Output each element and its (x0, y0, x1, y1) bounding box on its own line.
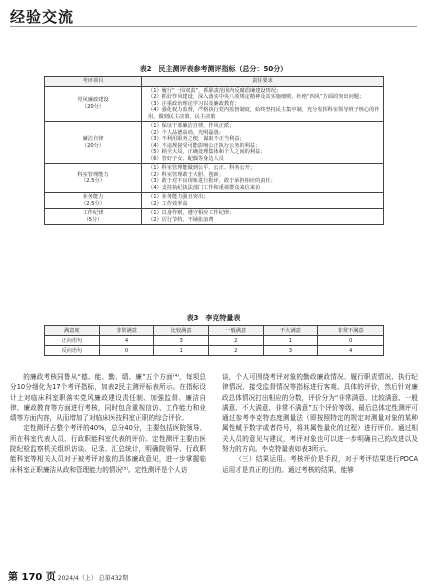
requirements-cell (142, 86, 384, 122)
page-footer (8, 568, 128, 583)
body-paragraph: 谈，个人可围绕考评对象的勤政廉政情况、履行职责情况、执行纪律情况、接受监督情况等指标进行客观、具体的评价，然后针对廉政总体情况打出相应的分数，评价分为“非常满意、比较满意、一般满意、不大满意、非常不满意”五个评价等级。最后总体定性测评可通过参考李克特态度测量法（即按照特定的规定对测量对象的某种属性赋予数字或者符号，将其属性量化的过程）进行评价。通过相关人员的意见与建议，考评对象也可以进一步明确自己的改进以及努力的方向。李克特量表如表3所示。 (222, 373, 418, 453)
issue-info: 2024/4（上） 总第432期 (57, 575, 129, 582)
table3-header: 满意度 (45, 326, 100, 336)
assessment-item-score: （2.5分） (81, 178, 105, 184)
requirement-line: （2）抓好作风建设，深入落实中央八项规定精神及其实施细则，杜绝“四风”方面的突出问题； (148, 94, 365, 100)
requirement-line: （4）不违规接受可能影响公正执行公务的利益； (148, 142, 261, 149)
body-paragraph: 定性测评占整个考评的40%，总分40分，主要包括医院领导、所在科室代表人员、行政职能科室代表的评价。定性测评主要由医院纪检监察机关组织访谈、记录、汇总统计，明确院领导、行政职能科室等相关人员对于被考评对象的具体廉政意见，进一步掌握临床科室正职廉洁从政和管理能力的情况⁽⁵⁾。定性测评是个人访 (10, 424, 206, 474)
table-cell: 2 (208, 346, 263, 356)
page-number: 第 170 页 (8, 572, 56, 583)
table3-header: 一般满意 (208, 326, 263, 336)
assessment-item-cell (45, 193, 142, 209)
requirements-cell (142, 164, 384, 193)
table-cell: 1 (154, 346, 209, 356)
assessment-item-name: 廉洁自律 (82, 136, 104, 142)
requirement-line: （2）个人品德高尚，光明磊落； (148, 129, 224, 136)
requirement-line: （1）科室管理能做到公平、公正、科务公开； (148, 165, 256, 171)
requirements-cell (142, 193, 384, 209)
table3-header: 比较满意 (154, 326, 209, 336)
requirement-line: （5）顾全大局，正确处理集体和个人之间的利益； (148, 149, 266, 155)
assessment-item-score: （5分） (83, 216, 103, 223)
assessment-item-name: 业务能力 (82, 194, 104, 200)
requirement-line: （4）支持执纪执法部门工作和重视群众来信来访 (148, 184, 261, 191)
table-row (45, 193, 384, 209)
requirements-cell (142, 122, 384, 164)
table-row (45, 209, 384, 225)
table3-header: 非常不满意 (318, 326, 384, 336)
table-cell: 正向语句 (45, 336, 100, 346)
body-right-column (222, 372, 418, 475)
table-cell: 3 (263, 346, 318, 356)
table-row (45, 122, 384, 164)
table2-caption: 表2 民主测评表参考测评指标（总分：50分） (139, 65, 288, 73)
assessment-item-name: 党风廉政建设 (77, 97, 109, 104)
requirement-line: （1）保证干部廉洁自律，作风正派； (148, 123, 235, 129)
section-header (10, 6, 74, 27)
assessment-item-score: （20分） (81, 142, 105, 149)
table3-caption: 表3 李克特量表 (186, 314, 241, 322)
table-cell: 1 (263, 336, 318, 346)
table3-header: 不大满意 (263, 326, 318, 336)
table-row (45, 346, 384, 356)
table3-header: 非常满意 (99, 326, 154, 336)
requirements-cell (142, 209, 384, 225)
table-cell: 4 (99, 336, 154, 346)
assessment-item-name: 科室管理能力 (77, 171, 109, 178)
table2 (44, 76, 384, 225)
assessment-item-cell (45, 209, 142, 225)
requirement-line: （2）工作效率高 (148, 200, 188, 207)
table-cell: 反向语句 (45, 346, 100, 356)
table-cell: 4 (318, 346, 384, 356)
assessment-item-score: （2.5分） (81, 200, 105, 207)
table2-header-requirements: 责任要求 (142, 77, 384, 87)
table2-header-item: 考评项目 (45, 77, 142, 87)
section-title: 经验交流 (10, 8, 75, 26)
assessment-item-cell (45, 86, 142, 122)
header-rule (10, 26, 417, 27)
body-left-column (10, 372, 206, 475)
table-row (45, 336, 384, 346)
body-paragraph: （三）结果运用。考核评价是手段，对于考评结果进行PDCA运用才是真正的目的。通过考核的结果，能够 (222, 455, 418, 474)
table-cell: 2 (208, 336, 263, 346)
requirement-line: （2）厉行节约，不铺张浪费 (148, 216, 214, 223)
body-paragraph: 的廉政考核同鲁从“德、能、勤、绩、廉”五个方面⁽⁴⁾，每项总分10分细化为17个考评指标，加表2民主测评标表所示。在指标设计上对临床科室职落实党风廉政建设责任制、加强监督、廉洁自律、廉政教育等方面进行考核，同时包含重视信访、工作能力和业绩等方面内容，从而增加了对临床医技科室正职的综合评价。 (10, 373, 206, 423)
table3 (44, 325, 384, 356)
table-cell: 0 (99, 346, 154, 356)
assessment-item-cell (45, 122, 142, 164)
requirement-line: （3）不利用职务之便，谋取不正当利益； (148, 136, 245, 142)
table-cell: 0 (318, 336, 384, 346)
requirement-line: （6）管好子女、配偶等身边人员 (148, 155, 224, 162)
requirement-line: （1）以身作则，遵守相应工作纪律； (148, 210, 235, 216)
requirement-line: （1）履行“一岗双责”，抓职责范围内反腐倡廉建设情况； (148, 87, 282, 94)
requirement-line: （3）注重政治理论学习以及廉政教育； (148, 100, 240, 107)
requirement-line: （2）科室管理敢于大胆、创新； (148, 171, 224, 178)
assessment-item-name: 工作纪律 (82, 210, 104, 216)
assessment-item-cell (45, 164, 142, 193)
requirement-line: （1）业务能力强且突出； (148, 194, 209, 200)
assessment-item-score: （20分） (81, 103, 105, 110)
table-cell: 3 (154, 336, 209, 346)
requirement-line: （4）强化权力监督，严格执行党内监督制度，始终坚持民主集中制，充分发挥科室领导班子核心的作用，做到民主决策、民主决策 (148, 107, 380, 120)
table-row (45, 86, 384, 122)
requirement-line: （3）敢于对不良现象进行批评，敢于承担相应的责任； (148, 178, 276, 184)
table-row (45, 164, 384, 193)
